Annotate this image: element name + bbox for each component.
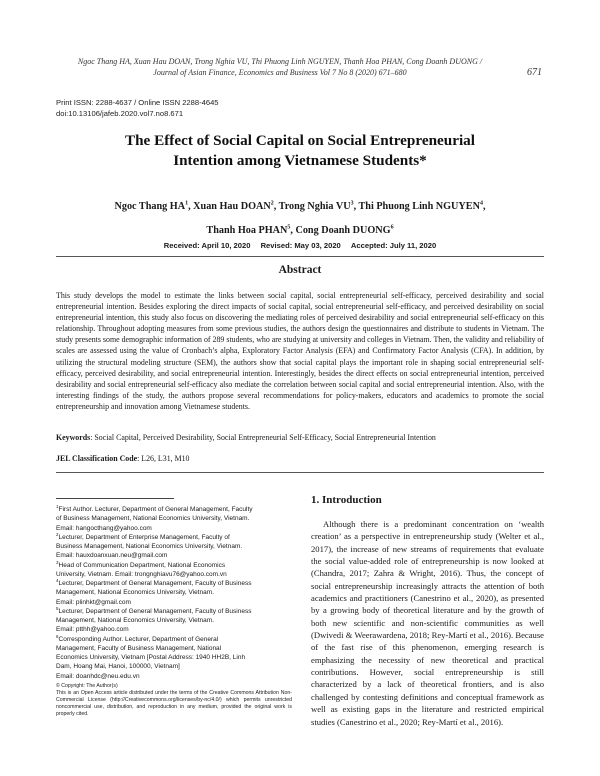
footnote-line: Head of Communication Department, National Economics [58, 561, 226, 569]
footnote-mark: 5 [56, 605, 59, 611]
doi-line[interactable]: doi:10.13106/jafeb.2020.vol7.no8.671 [56, 109, 184, 118]
publication-dates [60, 241, 540, 250]
author-list [60, 195, 540, 243]
revised-date: Revised: May 03, 2020 [260, 241, 341, 250]
keywords [56, 432, 544, 443]
footnote-line: Business Management, National Economics University, Vietnam. [56, 543, 243, 550]
footnote-line[interactable]: University, Vietnam. Email: trongnghiavu76@yahoo.com.vn [56, 570, 227, 578]
footnote-line[interactable]: Email: hauxdoanxuan.neu@gmail.com [56, 552, 168, 560]
abstract-text: This study develops the model to estimate the links between social capital, social entrepreneurial self-efficacy, perceived desirability and social entrepreneurial intention. Besides exploring the direct impacts of social capital, social entrepreneurial self-efficacy, and perceived desirability on social entrepreneurial intention, this study also focus on discovering the mediating roles of perceived desirability and social entrepreneurial self-efficacy on this relationship. Throughout adopting measures from some previous studies, the authors design the questionnaires and distribute to students in Vietnam. The study presents some demographic information of 289 students, who are studying at university and colleges in Vietnam. Then, the validity and reliability of scales are assessed using the value of Cronbach’s alpha, Exploratory Factor Analysis (EFA) and Confirmatory Factor Analysis (CFA). In addition, by utilizing the structural modeling structure (SEM), the authors show that social capital plays the important role in shaping social entrepreneurial self-efficacy, perceived desirability, and social entrepreneurial intention. Interestingly, besides the direct effects on social entrepreneurial intention, perceived desirability and social entrepreneurial self-efficacy also mediate the correlation between social capital and social entrepreneurial intention. Also, with the interesting findings of the study, the authors propose several recommendations for policy-makers, educators and academics to promote the social entrepreneurship and innovation among Vietnamese students. [56, 291, 544, 411]
accepted-date: Accepted: July 11, 2020 [350, 241, 437, 250]
footnote-line: Management, Faculty of Business Management, National [56, 644, 222, 652]
keywords-text: : Social Capital, Perceived Desirability, Social Entrepreneurial Self-Efficacy, Social Entrepreneurial Intention [90, 433, 436, 442]
jel-classification [56, 453, 190, 464]
title-line-1: The Effect of Social Capital on Social Entrepreneurial [124, 132, 475, 149]
divider [56, 472, 544, 473]
author-name: Cong Doanh DUONG [295, 225, 391, 236]
footnote-line: Lecturer, Department of Enterprise Management, Faculty of [58, 533, 230, 541]
footnote-line[interactable]: Email: doanhdc@neu.edu.vn [56, 672, 140, 680]
license-text: This is an Open Access article distributed under the terms of the Creative Commons Attribution Non-Commercial License (http://Creativecommons.org/licenses/by-nc/4.0/) which permits unrestricted noncommercial use, distribution, and reproduction in any medium, provided the original work is properly cited. [56, 690, 292, 717]
author-name: Xuan Hau DOAN [193, 201, 271, 212]
footnote-mark: 1 [56, 503, 59, 509]
author-affiliation-mark: 1 [185, 200, 189, 207]
author-affiliation-mark: 5 [287, 224, 291, 231]
footnotes [56, 505, 292, 681]
author-name: Thi Phuong Linh NGUYEN [358, 201, 480, 212]
author-affiliation-mark: 4 [479, 200, 483, 207]
author-name: Thanh Hoa PHAN [206, 225, 288, 236]
received-date: Received: April 10, 2020 [163, 241, 251, 250]
footnote [56, 533, 292, 561]
abstract-heading: Abstract [278, 264, 322, 276]
author-name: Ngoc Thang HA [114, 201, 186, 212]
running-header [60, 56, 500, 78]
copyright-notice [56, 683, 292, 718]
author-name: Trong Nghia VU [278, 201, 351, 212]
footnote-line: Dam, Hoang Mai, Hanoi, 100000, Vietnam] [56, 663, 180, 671]
keywords-label: Keywords [56, 433, 91, 442]
issn-block [56, 97, 219, 119]
introduction-heading: 1. Introduction [311, 494, 382, 506]
footnote-line[interactable]: Email: hangocthang@yahoo.com [56, 524, 152, 532]
footnote-line: Corresponding Author. Lecturer, Department of General [58, 635, 219, 643]
page-number: 671 [527, 67, 542, 78]
footnote-mark: 3 [56, 559, 59, 565]
footnote-line[interactable]: Email: ptthh@yahoo.com [56, 626, 129, 634]
footnote-mark: 6 [56, 633, 59, 639]
author-affiliation-mark: 3 [350, 200, 354, 207]
title-line-2: Intention among Vietnamese Students* [173, 152, 427, 169]
issn-line: Print ISSN: 2288-4637 / Online ISSN 2288-4645 [56, 98, 219, 107]
footnote-line[interactable]: Email: plinhkt@gmail.com [56, 598, 131, 606]
footnote-line: Management, National Economics University, Vietnam. [56, 617, 214, 624]
introduction-text: Although there is a predominant concentration on ‘wealth creation’ as a perspective in entrepreneurship study (Welter et al., 2017), the increase of new streams of requirements that evaluate the social value-added role of entrepreneurship is now looked at (Chandra, 2017; Zahra & Wright, 2016). Thus, the concept of social entrepreneurship increasingly attracts the attention of both academics and practitioners (Canestrino et al., 2020), as presented by a growing body of theoretical literature and by the growth of both new scientific and non-scientific communities as well (Dwivedi & Weerawardena, 2018; Rey-Martí et al., 2016). Because of the fast rise of this phenomenon, emerging research is emphasizing the necessity of new theoretical and practical contributions. However, social entrepreneurship is still characterized by a lack of theoretical frontiers, and is also challenged by contesting definitions and conceptual framework as well as existing gaps in the literature and restricted empirical studies (Canestrino et al., 2020; Rey-Martí et al., 2016). [311, 519, 544, 727]
footnote-mark: 4 [56, 577, 59, 583]
author-affiliation-mark: 6 [390, 224, 394, 231]
footnote-line: Management, National Economics University, Vietnam. [56, 589, 214, 597]
footnote [56, 635, 292, 681]
divider [56, 256, 544, 257]
copyright-line: © Copyright: The Author(s) [56, 683, 118, 689]
author-affiliation-mark: 2 [270, 200, 274, 207]
author-line-1: Ngoc Thang $HA^1$, Xuan Hau DOAN$^2$, Trong Nghia $VU^3$, Thi Phuong Linh NGUYEN$^4$, [114, 200, 486, 212]
footnote-line: of Business Management, National Economics University, Vietnam. [56, 515, 250, 523]
footnote-line: Economics University, Vietnam [Postal Address: 1940 HH2B, Linh [56, 654, 246, 661]
footnote [56, 505, 292, 533]
footnote-separator [56, 498, 174, 499]
footnote-line: Lecturer, Department of General Management, Faculty of Business [58, 580, 252, 587]
footnote-line: First Author. Lecturer, Department of General Management, Faculty [58, 506, 253, 513]
author-line-2: Thanh Hoa PHAN$^5$, Cong Doanh DUONG$^6$ [206, 224, 394, 236]
running-header-authors: Ngoc Thang HA, Xuan Hau DOAN, Trong Nghia VU, Thi Phuong Linh NGUYEN, Thanh Hoa PHAN, Cong Doanh DUONG / [77, 57, 483, 66]
footnote-mark: 2 [56, 531, 59, 537]
footnote-line: Lecturer, Department of General Management, Faculty of Business [58, 607, 252, 615]
jel-text: : L26, L31, M10 [137, 454, 190, 463]
paper-title [60, 131, 540, 171]
jel-label: JEL Classification Code [56, 454, 138, 463]
footnote [56, 561, 292, 580]
running-header-journal: Journal of Asian Finance, Economics and Business Vol 7 No 8 (2020) 671–680 [153, 68, 407, 77]
footnote [56, 579, 292, 607]
footnote [56, 607, 292, 635]
